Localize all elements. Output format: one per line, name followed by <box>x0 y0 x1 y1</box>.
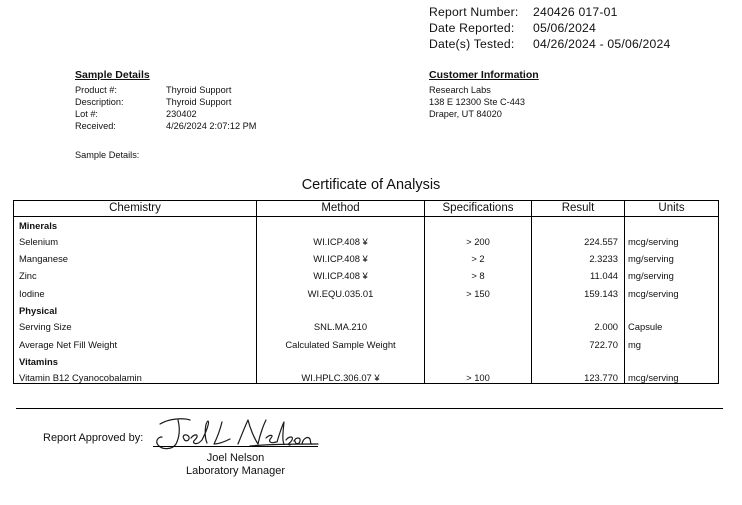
table-row-method: SNL.MA.210 <box>313 321 368 332</box>
table-row-result: 159.143 <box>584 288 618 299</box>
product-label: Product #: <box>75 85 117 95</box>
dates-tested-label: Date(s) Tested: <box>429 37 515 51</box>
description-label: Description: <box>75 97 124 107</box>
table-row-spec: > 100 <box>466 372 490 383</box>
table-row-name: Serving Size <box>19 321 72 332</box>
customer-name: Research Labs <box>429 85 491 95</box>
table-row-method: WI.HPLC.306.07 ¥ <box>301 372 380 383</box>
table-row-result: 2.3233 <box>589 253 618 264</box>
report-number-label: Report Number: <box>429 5 519 19</box>
column-divider <box>624 201 625 383</box>
table-row-method: Calculated Sample Weight <box>285 339 396 350</box>
table-row-method: WI.EQU.035.01 <box>307 288 374 299</box>
table-row-name: Selenium <box>19 236 59 247</box>
received-label: Received: <box>75 121 116 131</box>
description-value: Thyroid Support <box>166 97 232 107</box>
footer-separator <box>16 408 723 409</box>
header-units: Units <box>658 202 685 214</box>
table-row-units: mg <box>628 339 642 350</box>
customer-info-title: Customer Information <box>429 69 539 81</box>
approver-name: Joel Nelson <box>206 452 265 464</box>
table-row-spec: > 8 <box>471 270 485 281</box>
table-row-method: WI.ICP.408 ¥ <box>313 270 368 281</box>
table-row-result: 722.70 <box>589 339 618 350</box>
customer-address-line-2: Draper, UT 84020 <box>429 109 502 119</box>
date-reported-value: 05/06/2024 <box>533 21 596 35</box>
signature-image <box>150 414 325 454</box>
table-row-spec: > 2 <box>471 253 485 264</box>
group-minerals: Minerals <box>19 220 58 231</box>
table-row-method: WI.ICP.408 ¥ <box>313 236 368 247</box>
group-vitamins: Vitamins <box>19 356 58 367</box>
header-method: Method <box>321 202 360 214</box>
group-physical: Physical <box>19 305 58 316</box>
header-result: Result <box>561 202 595 214</box>
table-row-units: Capsule <box>628 321 663 332</box>
table-row-units: mcg/serving <box>628 372 679 383</box>
table-row-name: Iodine <box>19 288 45 299</box>
header-specifications: Specifications <box>442 202 514 214</box>
lot-label: Lot #: <box>75 109 98 119</box>
table-row-spec: > 200 <box>466 236 490 247</box>
lot-value: 230402 <box>166 109 197 119</box>
table-row-result: 11.044 <box>590 270 618 281</box>
sample-details-title: Sample Details <box>75 69 150 81</box>
table-row-units: mg/serving <box>628 270 674 281</box>
header-chemistry: Chemistry <box>109 202 161 214</box>
header-divider <box>14 216 718 217</box>
table-row-name: Vitamin B12 Cyanocobalamin <box>19 372 142 383</box>
table-row-result: 123.770 <box>584 372 618 383</box>
results-table <box>13 200 719 384</box>
report-number-value: 240426 017-01 <box>533 5 618 19</box>
table-row-method: WI.ICP.408 ¥ <box>313 253 368 264</box>
table-row-result: 2.000 <box>594 321 618 332</box>
table-row-name: Zinc <box>19 270 37 281</box>
table-row-units: mcg/serving <box>628 236 679 247</box>
table-row-units: mcg/serving <box>628 288 679 299</box>
approver-title: Laboratory Manager <box>185 465 286 477</box>
table-row-units: mg/serving <box>628 253 674 264</box>
table-row-name: Manganese <box>19 253 68 264</box>
dates-tested-value: 04/26/2024 - 05/06/2024 <box>533 37 671 51</box>
table-row-result: 224.557 <box>584 236 618 247</box>
received-value: 4/26/2024 2:07:12 PM <box>166 121 257 131</box>
product-value: Thyroid Support <box>166 85 232 95</box>
table-row-spec: > 150 <box>466 288 490 299</box>
table-row-name: Average Net Fill Weight <box>19 339 118 350</box>
certificate-title: Certificate of Analysis <box>301 177 441 193</box>
approved-by-label: Report Approved by: <box>43 432 144 444</box>
date-reported-label: Date Reported: <box>429 21 515 35</box>
customer-address-line-1: 138 E 12300 Ste C-443 <box>429 97 526 107</box>
signature-line <box>153 446 318 447</box>
sample-details-label: Sample Details: <box>75 150 140 160</box>
